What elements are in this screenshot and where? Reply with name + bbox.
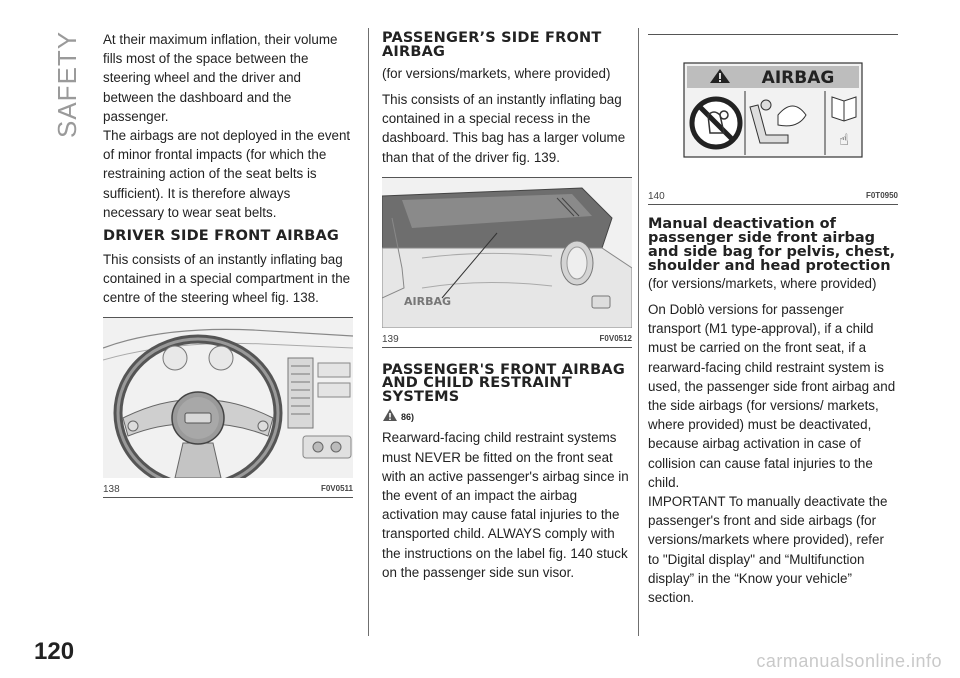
heading-manual-deactivation: Manual deactivation of passenger side front airbag and side bag for pelvis, chest, shoulder and head protection: [648, 216, 896, 274]
figure-138-steering-wheel: [103, 317, 353, 498]
warning-number: 86): [401, 412, 415, 423]
warning-reference: [382, 408, 632, 422]
figure-140-caption: [648, 190, 898, 205]
figure-139-dashboard: [382, 177, 632, 348]
paragraph-deactivation-requirement: On Doblò versions for passenger transport (M1 type-approval), if a child must be carried on the front seat, if a rearward-facing child restraint system is used, the passenger side front airbag and the side airbags (for versions/ markets, where provided) must be deactivated, because airbag activation in case of collision can cause fatal injuries to the child.: [648, 302, 896, 490]
heading-passenger-side-front-airbag: PASSENGER’S SIDE FRONT AIRBAG: [382, 30, 602, 60]
paragraph-airbag-volume: At their maximum inflation, their volume fills most of the space between the steering wheel and the driver and between the dashboard and the passenger.: [103, 32, 338, 124]
column-1: [103, 30, 353, 498]
figure-code: F0V0512: [599, 333, 632, 343]
page-number: 120: [34, 638, 75, 665]
heading-passenger-airbag-child-restraint: PASSENGER'S FRONT AIRBAG AND CHILD RESTRAINT SYSTEMS: [382, 361, 625, 405]
airbag-label-text: AIRBAG: [761, 68, 835, 88]
svg-text:☝: ☝: [839, 130, 849, 149]
figure-number: 138: [103, 484, 120, 496]
column-divider: [638, 28, 639, 636]
figure-139-caption: [382, 333, 632, 348]
warning-triangle-icon: [382, 408, 398, 422]
figure-138-caption: [103, 483, 353, 498]
section-side-label: SAFETY: [52, 30, 82, 138]
column-3: [648, 34, 898, 615]
watermark: carmanualsonline.info: [756, 651, 942, 671]
airbag-imprint: AIRBAG: [404, 294, 452, 308]
figure-code: F0T0950: [865, 191, 898, 200]
paragraph-deactivation-reference: IMPORTANT To manually deactivate the passenger's front and side airbags (for versions/markets where provided), refer to "Digital display" and “Multifunction display” in the “Know your vehicle” section.: [648, 494, 888, 606]
figure-number: 139: [382, 333, 399, 345]
paragraph-passenger-airbag: This consists of an instantly inflating bag contained in a special recess in the dashboard. This bag has a larger volume than that of the driver fig. 139.: [382, 92, 626, 165]
paragraph-driver-airbag: This consists of an instantly inflating bag contained in a special compartment in the centre of the steering wheel fig. 138.: [103, 251, 351, 305]
column-divider: [368, 28, 369, 636]
paragraph-child-restraint-warning: Rearward-facing child restraint systems must NEVER be fitted on the front seat with an active passenger's airbag since in the event of an impact the airbag activation may cause fatal injuries to the transported child. ALWAYS comply with the instructions on the label fig. 140 stuck on the passenger side sun visor.: [382, 430, 629, 580]
figure-140-airbag-label: [648, 34, 898, 205]
airbag-warning-label-illustration: [648, 35, 898, 185]
column-2: [382, 32, 632, 590]
steering-wheel-illustration: [103, 318, 353, 478]
figure-code: F0V0511: [320, 484, 353, 494]
heading-driver-side-front-airbag: DRIVER SIDE FRONT AIRBAG: [103, 228, 339, 245]
availability-note: (for versions/markets, where provided): [382, 66, 611, 81]
dashboard-illustration: [382, 178, 632, 328]
availability-note: (for versions/markets, where provided): [648, 276, 877, 291]
figure-number: 140: [648, 191, 665, 202]
paragraph-airbag-not-deployed: The airbags are not deployed in the event of minor frontal impacts (for which the restraining action of the seat belts is sufficient). It is therefore always necessary to wear seat belts.: [103, 128, 351, 220]
